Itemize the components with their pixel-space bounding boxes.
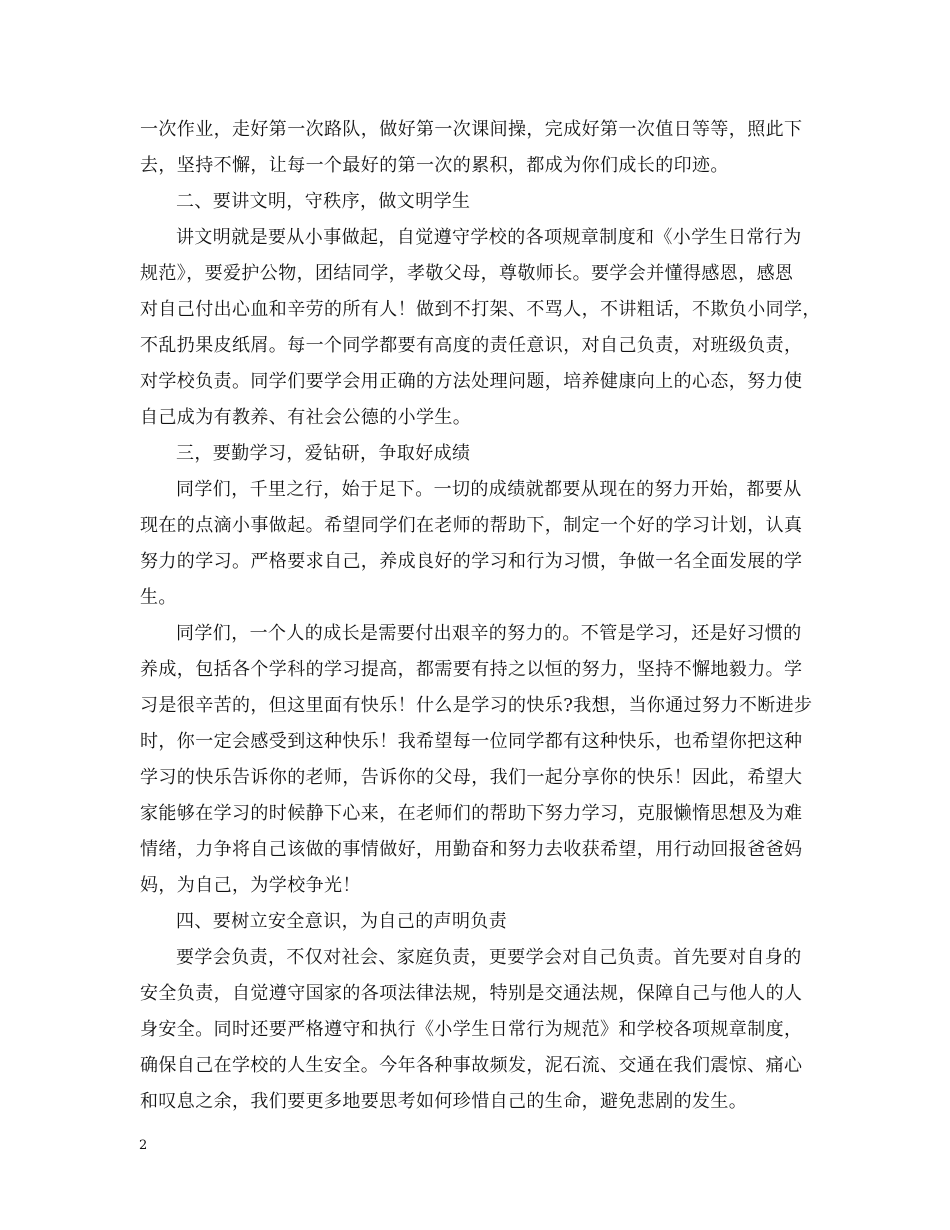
text-line: 现在的点滴小事做起。希望同学们在老师的帮助下，制定一个好的学习计划，认真 (140, 515, 803, 536)
text-line: 一次作业，走好第一次路队，做好第一次课间操，完成好第一次值日等等，照此下 (140, 119, 803, 140)
text-line: 同学们，千里之行，始于足下。一切的成绩就都要从现在的努力开始，都要从 (176, 479, 802, 500)
text-line: 同学们，一个人的成长是需要付出艰辛的努力的。不管是学习，还是好习惯的 (176, 623, 802, 644)
text-line: 妈，为自己，为学校争光！ (140, 875, 361, 896)
text-line: 对学校负责。同学们要学会用正确的方法处理问题，培养健康向上的心态，努力使 (140, 371, 803, 392)
text-line: 安全负责，自觉遵守国家的各项法律法规，特别是交通法规，保障自己与他人的人 (140, 983, 803, 1004)
text-line: 习是很辛苦的，但这里面有快乐！什么是学习的快乐?我想，当你通过努力不断进步 (140, 695, 813, 716)
text-line: 学习的快乐告诉你的老师，告诉你的父母，我们一起分享你的快乐！因此，希望大 (140, 767, 803, 788)
text-line: 确保自己在学校的人生安全。今年各种事故频发，泥石流、交通在我们震惊、痛心 (140, 1055, 803, 1076)
section-heading: 三，要勤学习，爱钻研，争取好成绩 (176, 443, 471, 464)
text-line: 去，坚持不懈，让每一个最好的第一次的累积，都成为你们成长的印迹。 (140, 155, 729, 176)
text-line: 家能够在学习的时候静下心来，在老师们的帮助下努力学习，克服懒惰思想及为难 (140, 803, 803, 824)
text-line: 努力的学习。严格要求自己，养成良好的学习和行为习惯，争做一名全面发展的学 (140, 551, 803, 572)
text-line: 养成，包括各个学科的学习提高，都需要有持之以恒的努力，坚持不懈地毅力。学 (140, 659, 803, 680)
text-line: 讲文明就是要从小事做起，自觉遵守学校的各项规章制度和《小学生日常行为 (176, 227, 802, 248)
text-line: 自己成为有教养、有社会公德的小学生。 (140, 407, 472, 428)
text-line: 时，你一定会感受到这种快乐！我希望每一位同学都有这种快乐，也希望你把这种 (140, 731, 803, 752)
document-body (140, 112, 821, 1120)
text-line: 身安全。同时还要严格遵守和执行《小学生日常行为规范》和学校各项规章制度， (140, 1019, 803, 1040)
text-line: 生。 (140, 587, 177, 608)
text-line: 要学会负责，不仅对社会、家庭负责，更要学会对自己负责。首先要对自身的 (176, 947, 802, 968)
text-line: 对自己付出心血和辛劳的所有人！做到不打架、不骂人，不讲粗话，不欺负小同学， (140, 299, 821, 320)
section-heading: 二、要讲文明，守秩序，做文明学生 (176, 191, 471, 212)
text-line: 规范》，要爱护公物，团结同学，孝敬父母，尊敬师长。要学会并懂得感恩，感恩 (140, 263, 794, 284)
text-line: 不乱扔果皮纸屑。每一个同学都要有高度的责任意识，对自己负责，对班级负责， (140, 335, 803, 356)
section-heading: 四、要树立安全意识，为自己的声明负责 (176, 911, 508, 932)
text-line: 情绪，力争将自己该做的事情做好，用勤奋和努力去收获希望，用行动回报爸爸妈 (140, 839, 803, 860)
page-number: 2 (139, 1138, 148, 1153)
text-line: 和叹息之余，我们要更多地要思考如何珍惜自己的生命，避免悲剧的发生。 (140, 1091, 748, 1112)
